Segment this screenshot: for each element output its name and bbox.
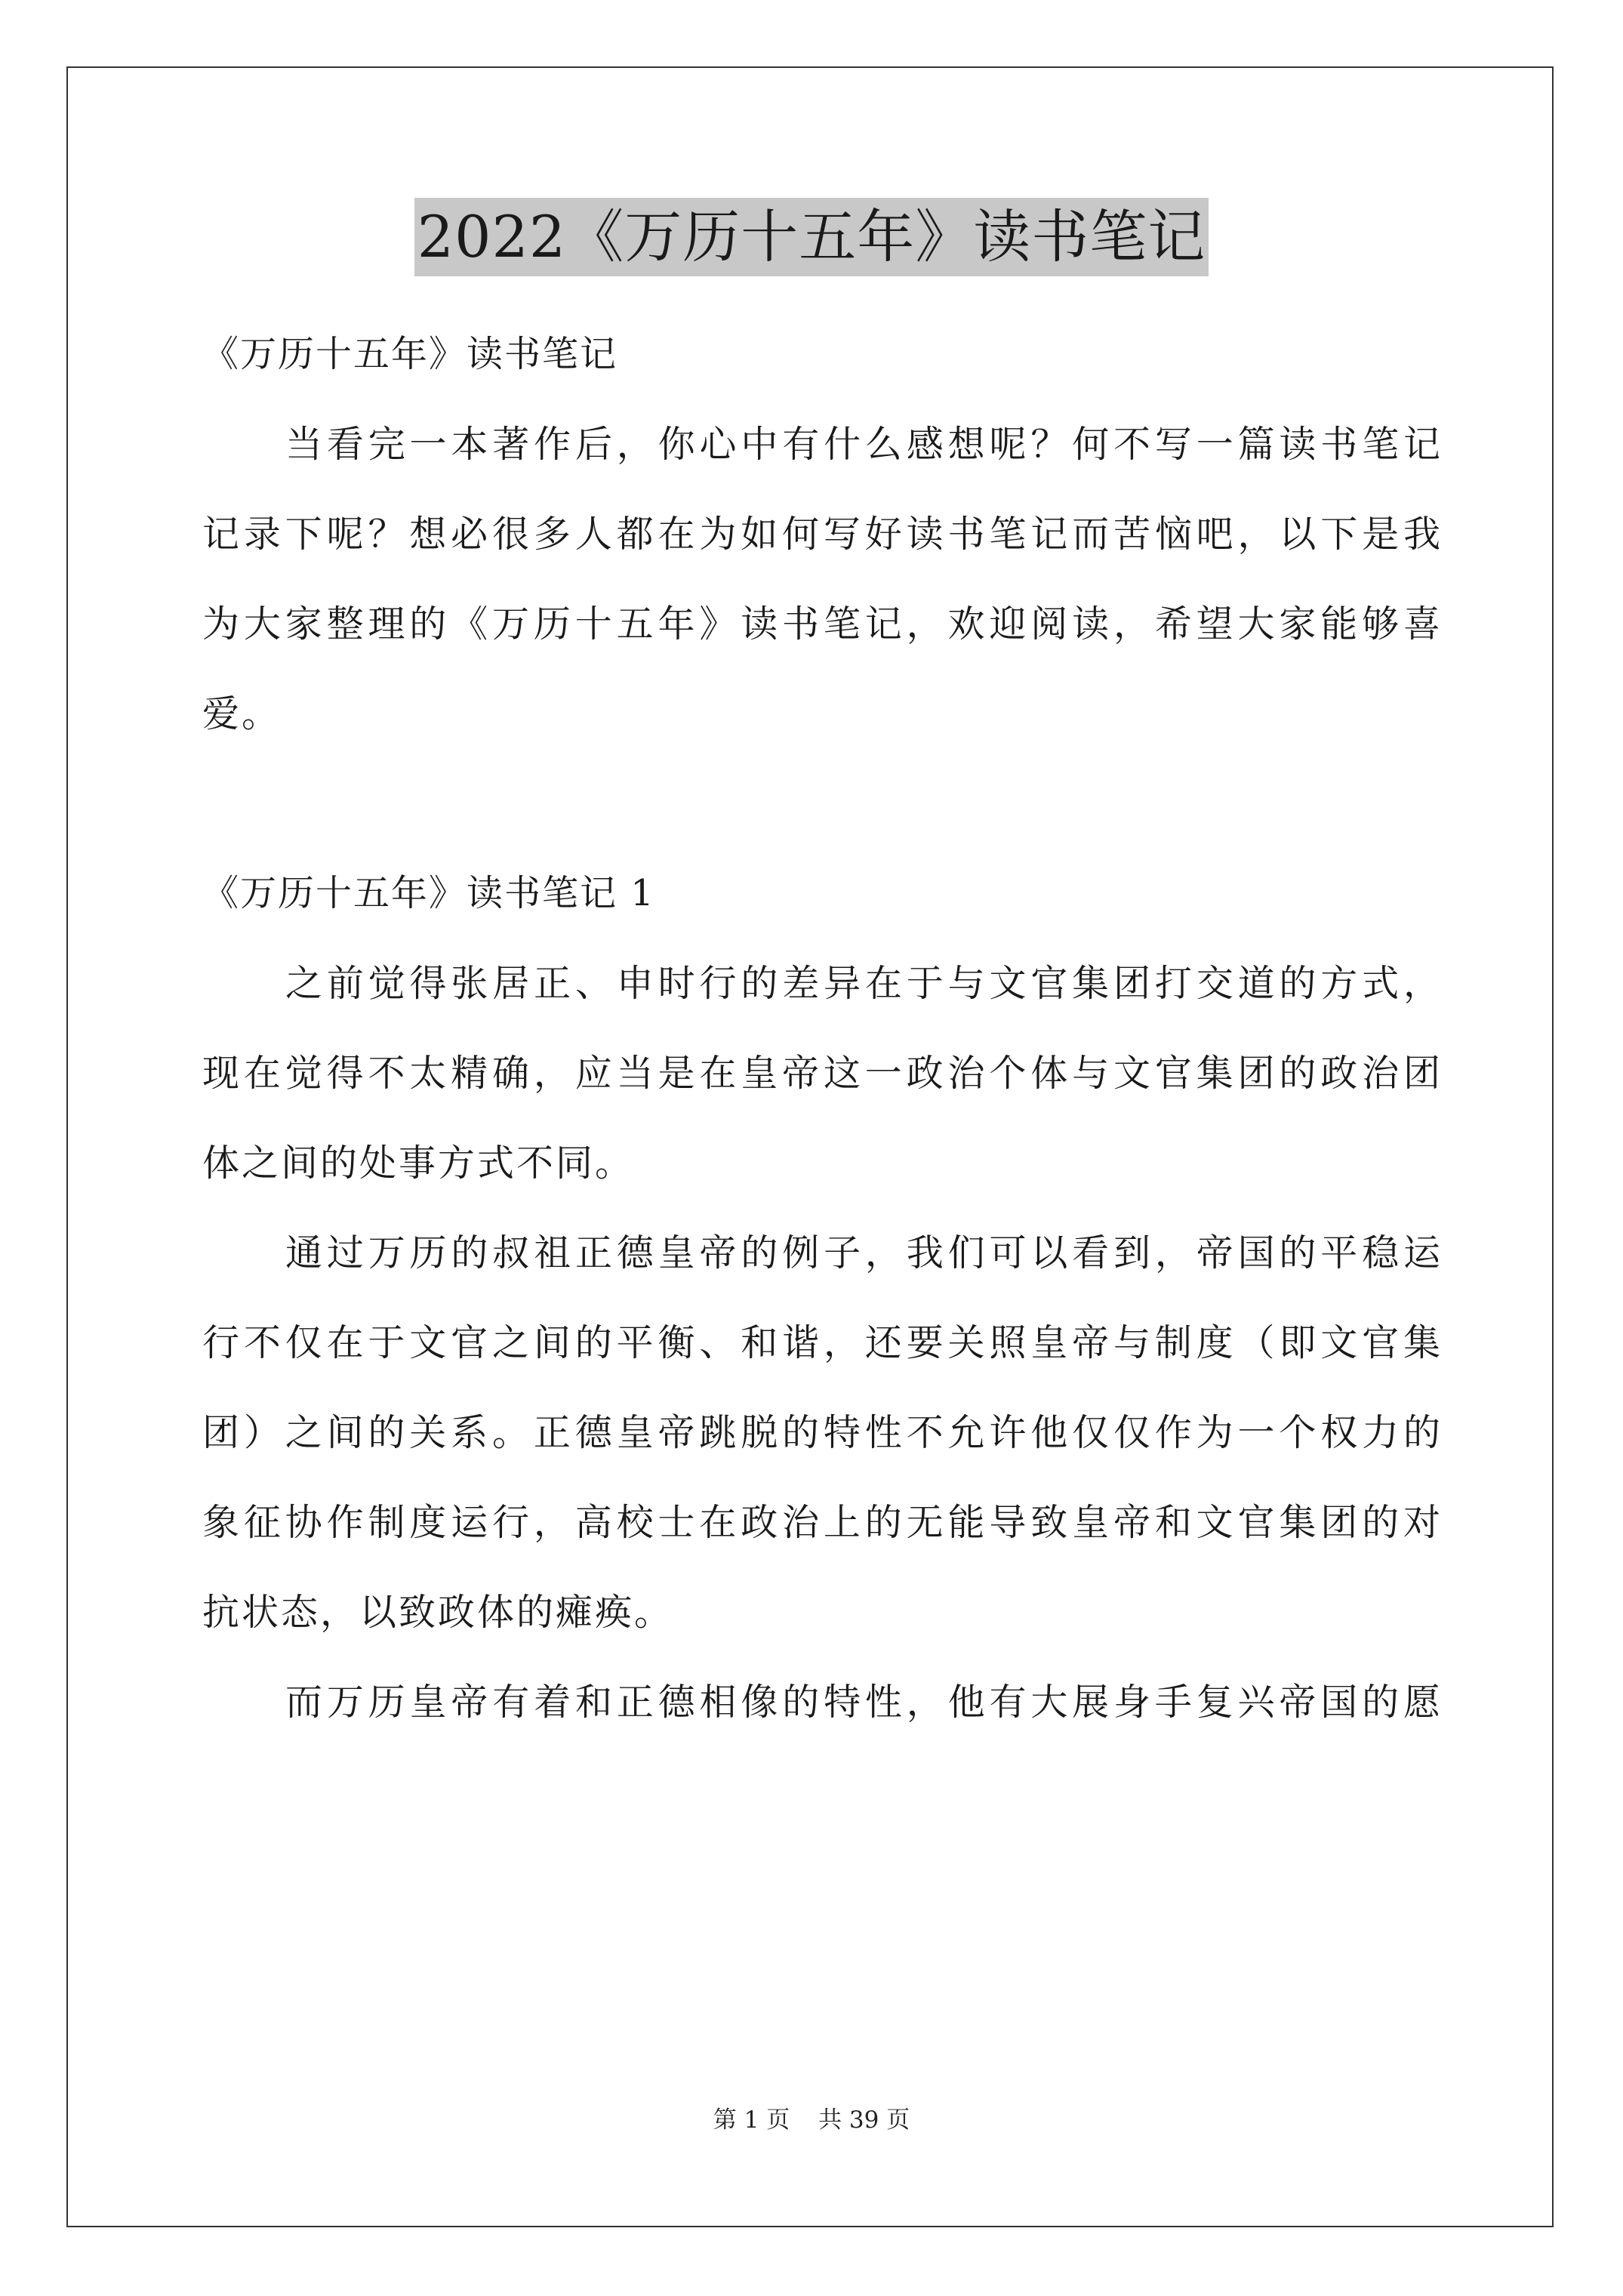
paragraph-line: 抗状态，以致政体的瘫痪。: [202, 1591, 674, 1634]
subtitle-line: 《万历十五年》读书笔记: [202, 333, 618, 375]
paragraph-line: 爱。: [202, 692, 282, 735]
paragraph-line: 当看完一本著作后，你心中有什么感想呢？何不写一篇读书笔记: [285, 423, 1440, 466]
paragraph-line: 之前觉得张居正、申时行的差异在于与文官集团打交道的方式，: [285, 962, 1440, 1005]
document-body: [202, 310, 1440, 1747]
page-footer: [0, 2100, 1623, 2134]
paragraph-line: 而万历皇帝有着和正德相像的特性，他有大展身手复兴帝国的愿: [285, 1681, 1440, 1724]
page-number: 第 1 页: [713, 2106, 790, 2134]
paragraph-line: 现在觉得不太精确，应当是在皇帝这一政治个体与文官集团的政治团: [202, 1052, 1440, 1095]
paragraph-line: 记录下呢？想必很多人都在为如何写好读书笔记而苦恼吧，以下是我: [202, 513, 1440, 556]
blank-line: [202, 759, 1440, 849]
paragraph-line: 通过万历的叔祖正德皇帝的例子，我们可以看到，帝国的平稳运: [285, 1231, 1440, 1274]
paragraph-line: 团）之间的关系。正德皇帝跳脱的特性不允许他仅仅作为一个权力的: [202, 1411, 1440, 1454]
page-total: 共 39 页: [818, 2106, 910, 2134]
paragraph-line: 体之间的处事方式不同。: [202, 1142, 635, 1185]
paragraph-line: 为大家整理的《万历十五年》读书笔记，欢迎阅读，希望大家能够喜: [202, 603, 1440, 646]
section-heading: 《万历十五年》读书笔记 1: [202, 872, 655, 914]
paragraph-line: 行不仅在于文官之间的平衡、和谐，还要关照皇帝与制度（即文官集: [202, 1321, 1440, 1364]
document-title: 2022《万历十五年》读书笔记: [414, 198, 1209, 276]
title-container: [0, 198, 1623, 276]
paragraph-line: 象征协作制度运行，高校士在政治上的无能导致皇帝和文官集团的对: [202, 1501, 1440, 1544]
